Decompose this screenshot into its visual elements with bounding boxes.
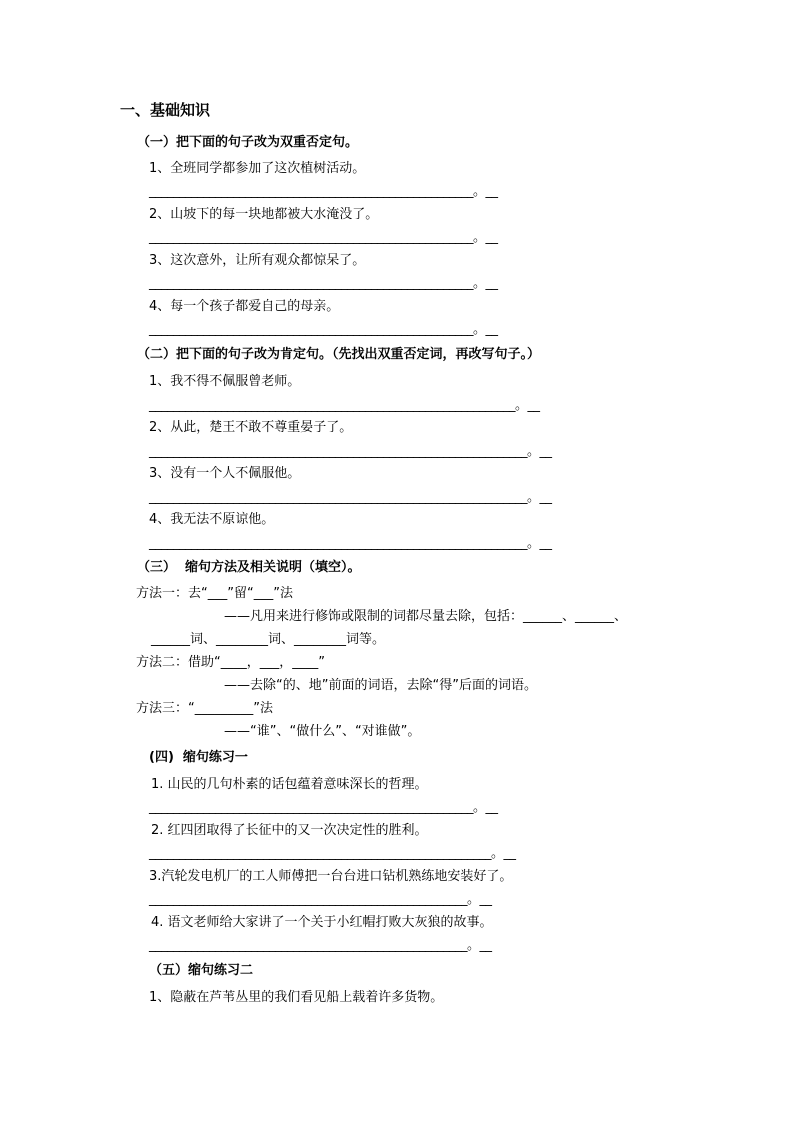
s1-heading: （一）把下面的句子改为双重否定句。: [137, 135, 359, 150]
s2-answer-2: _______________________________________________________________。__: [149, 444, 552, 459]
s2-item-4: 4、我无法不原谅他。: [149, 512, 275, 527]
s1-answer-3: ______________________________________________________。__: [149, 276, 498, 291]
s3-method-1-desc: ——凡用来进行修饰或限制的词都尽量去除，包括：______、______、: [224, 609, 628, 624]
s1-answer-4: ______________________________________________________。__: [149, 322, 498, 337]
s3-method-1: 方法一：去“___”留“___”法: [136, 586, 293, 601]
s3-method-2: 方法二：借助“____，___，____”: [136, 655, 325, 670]
s5-item-1: 1、隐蔽在芦苇丛里的我们看见船上载着许多货物。: [149, 990, 444, 1005]
s1-answer-2: ______________________________________________________。__: [149, 230, 498, 245]
s1-item-4: 4、每一个孩子都爱自己的母亲。: [149, 299, 340, 314]
s4-answer-4: _____________________________________________________。__: [149, 938, 492, 953]
s4-item-3: 3.汽轮发电机厂的工人师傅把一台台进口钻机熟练地安装好了。: [149, 869, 513, 884]
s1-answer-1: ______________________________________________________。__: [149, 184, 498, 199]
s4-answer-2: _________________________________________________________。__: [149, 846, 516, 861]
s2-answer-3: _______________________________________________________________。__: [149, 490, 552, 505]
s2-item-3: 3、没有一个人不佩服他。: [149, 466, 301, 481]
s1-item-2: 2、山坡下的每一块地都被大水淹没了。: [149, 207, 379, 222]
s2-item-2: 2、从此，楚王不敢不尊重晏子了。: [149, 420, 353, 435]
s3-heading: （三） 缩句方法及相关说明（填空）。: [137, 560, 361, 575]
s4-heading: (四) 缩句练习一: [149, 750, 248, 765]
s3-method-2-desc: ——去除“的、地”前面的词语，去除“得”后面的词语。: [224, 678, 537, 693]
s2-item-1: 1、我不得不佩服曾老师。: [149, 374, 301, 389]
s4-answer-1: ______________________________________________________。__: [149, 800, 498, 815]
section-title: 一、基础知识: [120, 101, 211, 119]
s3-method-3: 方法三：“_________”法: [136, 701, 273, 716]
s2-heading: （二）把下面的句子改为肯定句。（先找出双重否定词，再改写句子。）: [137, 347, 541, 362]
s4-answer-3: _____________________________________________________。__: [149, 892, 492, 907]
s3-method-3-desc: ——“谁”、“做什么”、“对谁做”。: [224, 724, 421, 739]
s4-item-1: 1. 山民的几句朴素的话包蕴着意味深长的哲理。: [151, 777, 428, 792]
s3-method-1-desc2: ______词、________词、________词等。: [151, 632, 386, 647]
s4-item-4: 4. 语文老师给大家讲了一个关于小红帽打败大灰狼的故事。: [151, 915, 493, 930]
s1-item-1: 1、全班同学都参加了这次植树活动。: [149, 161, 366, 176]
s2-answer-4: _______________________________________________________________。__: [149, 536, 552, 551]
s1-item-3: 3、这次意外，让所有观众都惊呆了。: [149, 253, 366, 268]
s4-item-2: 2. 红四团取得了长征中的又一次决定性的胜利。: [151, 823, 428, 838]
s2-answer-1: _____________________________________________________________。__: [149, 398, 540, 413]
s5-heading: （五）缩句练习二: [149, 963, 254, 978]
